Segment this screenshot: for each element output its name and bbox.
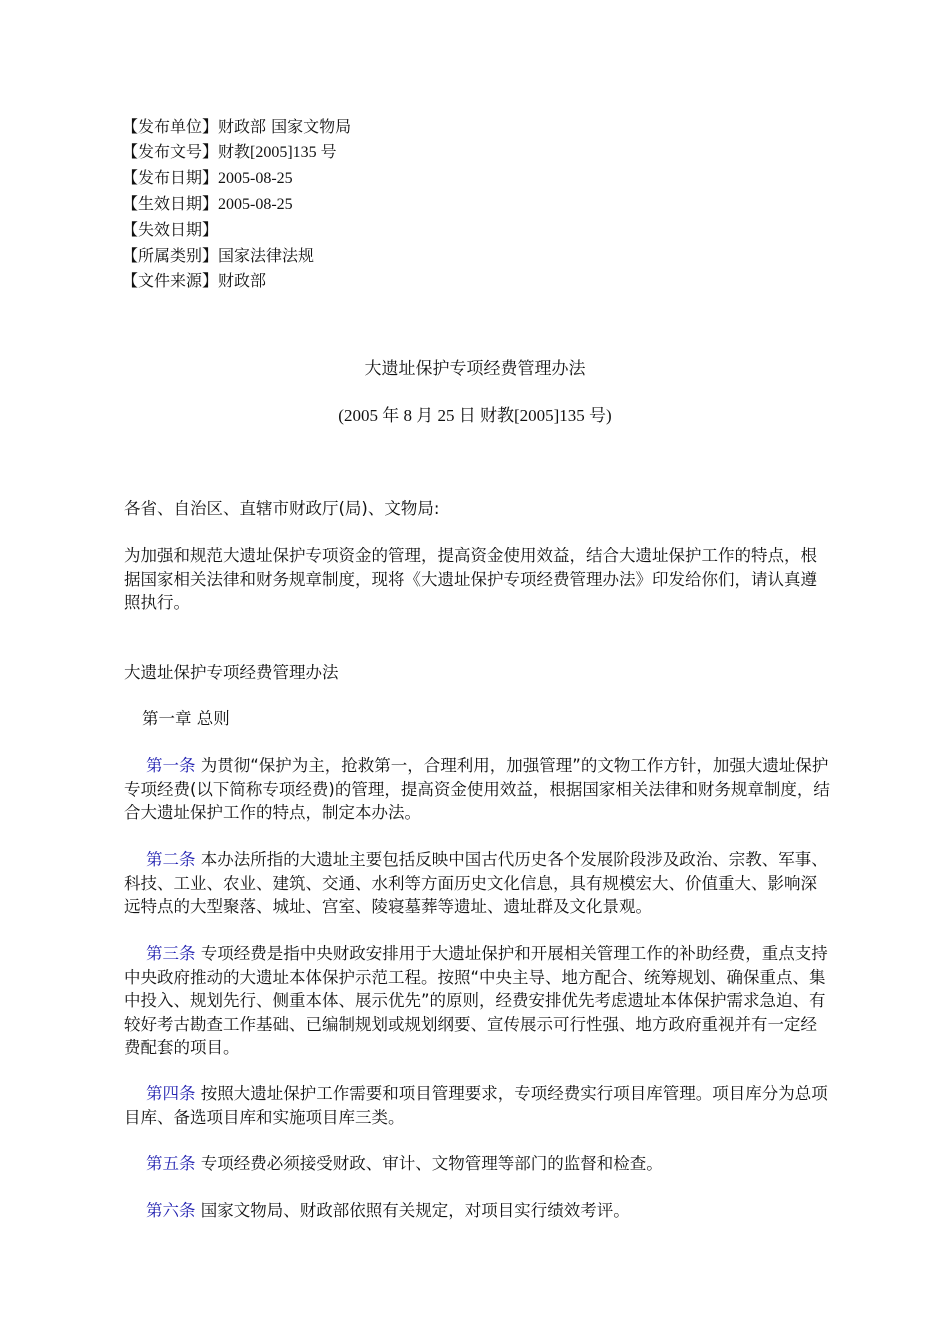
metadata-row-expiry-date <box>122 217 351 243</box>
intro-paragraph: 为加强和规范大遗址保护专项资金的管理，提高资金使用效益，结合大遗址保护工作的特点，根据国家相关法律和财务规章制度，现将《大遗址保护专项经费管理办法》印发给你们，请认真遵照执行。 <box>124 546 817 612</box>
article-text: 专项经费必须接受财政、审计、文物管理等部门的监督和检查。 <box>195 1154 663 1173</box>
article-number: 第二条 <box>146 850 196 869</box>
article-4 <box>124 1082 830 1129</box>
article-5 <box>124 1152 830 1176</box>
article-number: 第六条 <box>146 1201 196 1220</box>
metadata-label: 【文件来源】 <box>122 271 219 290</box>
metadata-row-effective-date <box>122 191 351 217</box>
metadata-row-doc-number <box>122 139 351 165</box>
metadata-label: 【所属类别】 <box>122 246 219 265</box>
article-2 <box>124 848 830 919</box>
article-number: 第三条 <box>146 944 196 963</box>
metadata-block <box>122 114 351 293</box>
article-text: 按照大遗址保护工作需要和项目管理要求，专项经费实行项目库管理。项目库分为总项目库、备选项目库和实施项目库三类。 <box>124 1084 828 1127</box>
metadata-value: 2005-08-25 <box>218 170 293 187</box>
metadata-label: 【生效日期】 <box>122 194 219 213</box>
article-1 <box>124 754 830 825</box>
law-title: 大遗址保护专项经费管理办法 <box>124 663 339 682</box>
metadata-row-issuer <box>122 114 351 139</box>
article-3 <box>124 942 830 1060</box>
article-6 <box>124 1199 830 1223</box>
metadata-row-publish-date <box>122 165 351 191</box>
metadata-label: 【发布文号】 <box>122 142 219 161</box>
chapter-heading: 第一章 总则 <box>142 709 230 728</box>
article-number: 第五条 <box>146 1154 196 1173</box>
article-text: 本办法所指的大遗址主要包括反映中国古代历史各个发展阶段涉及政治、宗教、军事、科技、工业、农业、建筑、交通、水利等方面历史文化信息，具有规模宏大、价值重大、影响深远特点的大型聚落、城址、宫室、陵寝墓葬等遗址、遗址群及文化景观。 <box>124 850 828 916</box>
metadata-row-source <box>122 268 351 293</box>
article-text: 国家文物局、财政部依照有关规定，对项目实行绩效考评。 <box>195 1201 630 1220</box>
article-text: 为贯彻“保护为主，抢救第一，合理利用，加强管理”的文物工作方针，加强大遗址保护专项经费(以下简称专项经费)的管理，提高资金使用效益，根据国家相关法律和财务规章制度，结合大遗址保护工作的特点，制定本办法。 <box>124 756 830 822</box>
metadata-value: 国家法律法规 <box>218 246 315 265</box>
document-subtitle: (2005 年 8 月 25 日 财教[2005]135 号) <box>338 406 612 425</box>
addressee-line: 各省、自治区、直辖市财政厅(局)、文物局: <box>124 499 440 518</box>
metadata-label: 【发布日期】 <box>122 168 219 187</box>
document-title: 大遗址保护专项经费管理办法 <box>364 359 586 379</box>
metadata-value: 财政部 <box>218 271 267 290</box>
metadata-row-category <box>122 243 351 268</box>
metadata-label: 【发布单位】 <box>122 117 219 136</box>
article-text: 专项经费是指中央财政安排用于大遗址保护和开展相关管理工作的补助经费，重点支持中央政府推动的大遗址本体保护示范工程。按照“中央主导、地方配合、统筹规划、确保重点、集中投入、规划先行、侧重本体、展示优先”的原则，经费安排优先考虑遗址本体保护需求急迫、有较好考古勘查工作基础、已编制规划或规划纲要、宣传展示可行性强、地方政府重视并有一定经费配套的项目。 <box>124 944 828 1057</box>
metadata-value: 财教[2005]135 号 <box>218 144 337 161</box>
metadata-value: 2005-08-25 <box>218 196 293 213</box>
article-number: 第一条 <box>146 756 196 775</box>
metadata-label: 【失效日期】 <box>122 220 219 239</box>
article-number: 第四条 <box>146 1084 196 1103</box>
metadata-value: 财政部 国家文物局 <box>218 117 352 136</box>
